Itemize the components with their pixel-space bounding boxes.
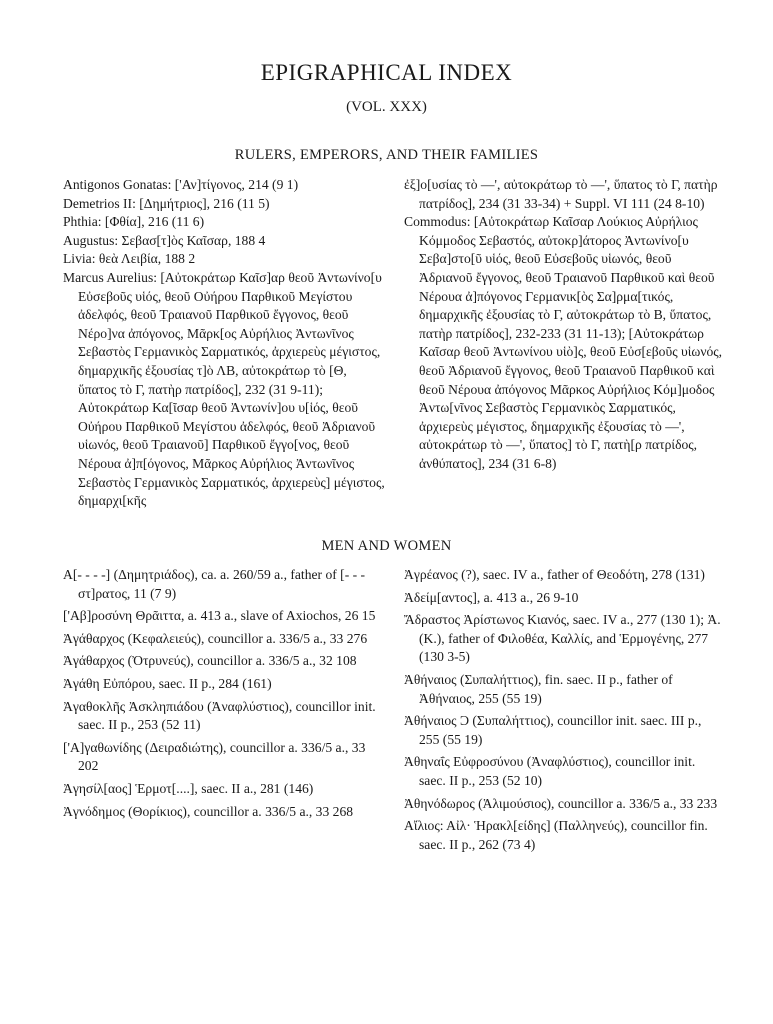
index-entry: Augustus: Σεβασ[τ]ὸς Καῖσαρ, 188 4 (63, 232, 266, 248)
index-entry: Commodus: [Αὐτοκράτωρ Καῖσαρ Λούκιος Αὐρήλιος Κόμμοδος Σεβαστός, αὐτοκρ]άτορος Ἀντωνίνο[υ Σεβα]στο[ῦ υἱός, θεοῦ Εὐσεβοῦς υἱωνός, θεοῦ Ἀδριανοῦ ἔγγονος, θεοῦ Τραιανοῦ Παρθικοῦ καὶ θεοῦ Νέρουα ἀ]πόγονος Γερμανικ[ὸς Σα]ρμα[τικός, δημαρχικῆς ἐξουσίας τὸ Γ, αὐτοκράτωρ τὸ Β, ὕπατος, πατὴρ πατρίδος], 232-233 (31 11-13); [Αὐτοκράτωρ Καῖσαρ θεοῦ Ἀντωνίνου υἱὸ]ς, θεοῦ Εὐσ[εβοῦς υἱωνός, θεοῦ Ἀδριανοῦ ἔγγονος, θεοῦ Τραιανοῦ Παρθικοῦ καὶ θεοῦ Νέρουα ἀπόγονος Μᾶρκος Αὐρήλιος Κόμ]μοδος Ἀντω[νῖνος Σεβαστὸς Γερμανικὸς Σαρματικός, ἀρχιερεὺς μέγιστος, δημαρχικῆς ἐξουσίας τὸ —', αὐτοκράτωρ τὸ —', ὕπατος] τὸ Γ, πατὴ[ρ πατρίδος, ἀνθύπατος], 234 (31 6-8) (404, 214, 723, 471)
section-heading-men-women: MEN AND WOMEN (321, 538, 452, 554)
index-entry: Ἀγάθη Εὐπόρου, saec. II p., 284 (161) (63, 675, 272, 691)
rulers-left-column (63, 176, 385, 511)
index-entry: Αἴλιος: Αἰλ· Ἡρακλ[είδης] (Παλληνεύς), councillor fin. saec. II p., 262 (73 4) (404, 818, 708, 852)
volume-label: (VOL. XXX) (346, 99, 427, 115)
index-entry: Ἀγάθαρχος (Κεφαλειεύς), councillor a. 336/5 a., 33 276 (63, 630, 368, 646)
index-entry: Ἀδείμ[αντος], a. 413 a., 26 9-10 (404, 589, 579, 605)
index-entry: Ἀγνόδημος (Θορίκιος), councillor a. 336/5 a., 33 268 (63, 803, 354, 819)
index-entry: Ἀθηνόδωρος (Ἁλιμούσιος), councillor a. 336/5 a., 33 233 (404, 795, 718, 811)
index-entry: Α[- - - -] (Δημητριάδος), ca. a. 260/59 a., father of [- - - στ]ρατος, 11 (7 9) (63, 567, 366, 601)
index-entry: Marcus Aurelius: [Αὐτοκράτωρ Καῖσ]αρ θεοῦ Ἀντωνίνο[υ Εὐσεβοῦς υἱός, θεοῦ Οὐήρου Παρθικοῦ Μεγίστου ἀδελφός, θεοῦ Τραιανοῦ Παρθικοῦ ἔγγονος, θεοῦ Νέρο]να ἀπόγονος, Μᾶρκ[ος Αὐρήλιος Ἀντωνῖνος Σεβαστὸς Γερμανικὸς Σαρματικός, ἀρχιερεὺς μέγιστος, δημαρχικῆς ἐξουσίας τ]ὸ ΛΒ, αὐτοκράτωρ τὸ [Θ, ὕπατος τὸ Γ, πατὴρ πατρίδος], 232 (31 9-11); Αὐτοκράτωρ Κα[ῖσαρ θεοῦ Ἀντωνίν]ου υ[ἱός, θεοῦ Οὐήρου Παρθικοῦ Μεγίστου ἀδελφός, θεοῦ Ἀδριανοῦ υἱωνός, θεοῦ Τραιανοῦ] Παρθικοῦ ἔγγο[νος, θεοῦ Νέρουα ἀ]π[όγονος, Μᾶρκος Αὐρήλιος Ἀντωνῖνος Σεβαστὸς Γερμανικὸς Σαρματικός, ἀρχιερεὺς] μέγιστος, δημαρχι[κῆς (63, 269, 385, 509)
index-entry: Ἀγαθοκλῆς Ἀσκληπιάδου (Ἀναφλύστιος), councillor init. saec. II p., 253 (52 11) (63, 698, 376, 733)
men-women-left-column (63, 566, 385, 825)
index-entry: Ἀγησίλ[αος] Ἑρμοτ[....], saec. II a., 281 (146) (63, 780, 314, 796)
index-entry: Antigonos Gonatas: ['Αν]τίγονος, 214 (9 1) (63, 177, 299, 192)
index-entry: Livia: θεὰ Λειβία, 188 2 (63, 251, 196, 267)
index-entry: Phthia: [Φθία], 216 (11 6) (63, 214, 205, 230)
index-entry: Ἀγρέανος (?), saec. IV a., father of Θεοδότη, 278 (131) (404, 567, 705, 582)
index-entry: ['Α]γαθωνίδης (Δειραδιώτης), councillor a. 336/5 a., 33 202 (63, 739, 366, 774)
index-entry: ἐξ]ο[υσίας τὸ —', αὐτοκράτωρ τὸ —', ὕπατος τὸ Γ, πατὴρ πατρίδος], 234 (31 33-34) + Suppl. VI 111 (24 8-10) (404, 177, 718, 211)
index-entry: Ἄδραστος Ἀρίστωνος Κιανός, saec. IV a., 277 (130 1); Ἀ. (K.), father of Φιλοθέα, Καλλίς, and Ἑρμογένης, 277 (130 3-5) (404, 612, 721, 665)
men-women-right-column (404, 566, 724, 858)
index-entry: Demetrios II: [Δημήτριος], 216 (11 5) (63, 195, 270, 211)
index-entry: Ἀγάθαρχος (Ὀτρυνεύς), councillor a. 336/5 a., 32 108 (63, 653, 357, 669)
section-heading-rulers: RULERS, EMPERORS, AND THEIR FAMILIES (234, 147, 539, 163)
rulers-right-column (404, 176, 724, 474)
index-entry: ['Αβ]ροσύνη Θρᾶιττα, a. 413 a., slave of Axiochos, 26 15 (63, 608, 376, 624)
index-entry: Ἀθήναιος (Συπαλήττιος), fin. saec. II p., father of Ἀθήναιος, 255 (55 19) (404, 671, 673, 706)
index-entry: Ἀθήναιος Ͻ (Συπαλήττιος), councillor init. saec. III p., 255 (55 19) (404, 713, 702, 747)
index-entry: Ἀθηναΐς Εὐφροσύνου (Ἀναφλύστιος), councillor init. saec. II p., 253 (52 10) (404, 754, 696, 788)
page-title: EPIGRAPHICAL INDEX (260, 60, 513, 85)
